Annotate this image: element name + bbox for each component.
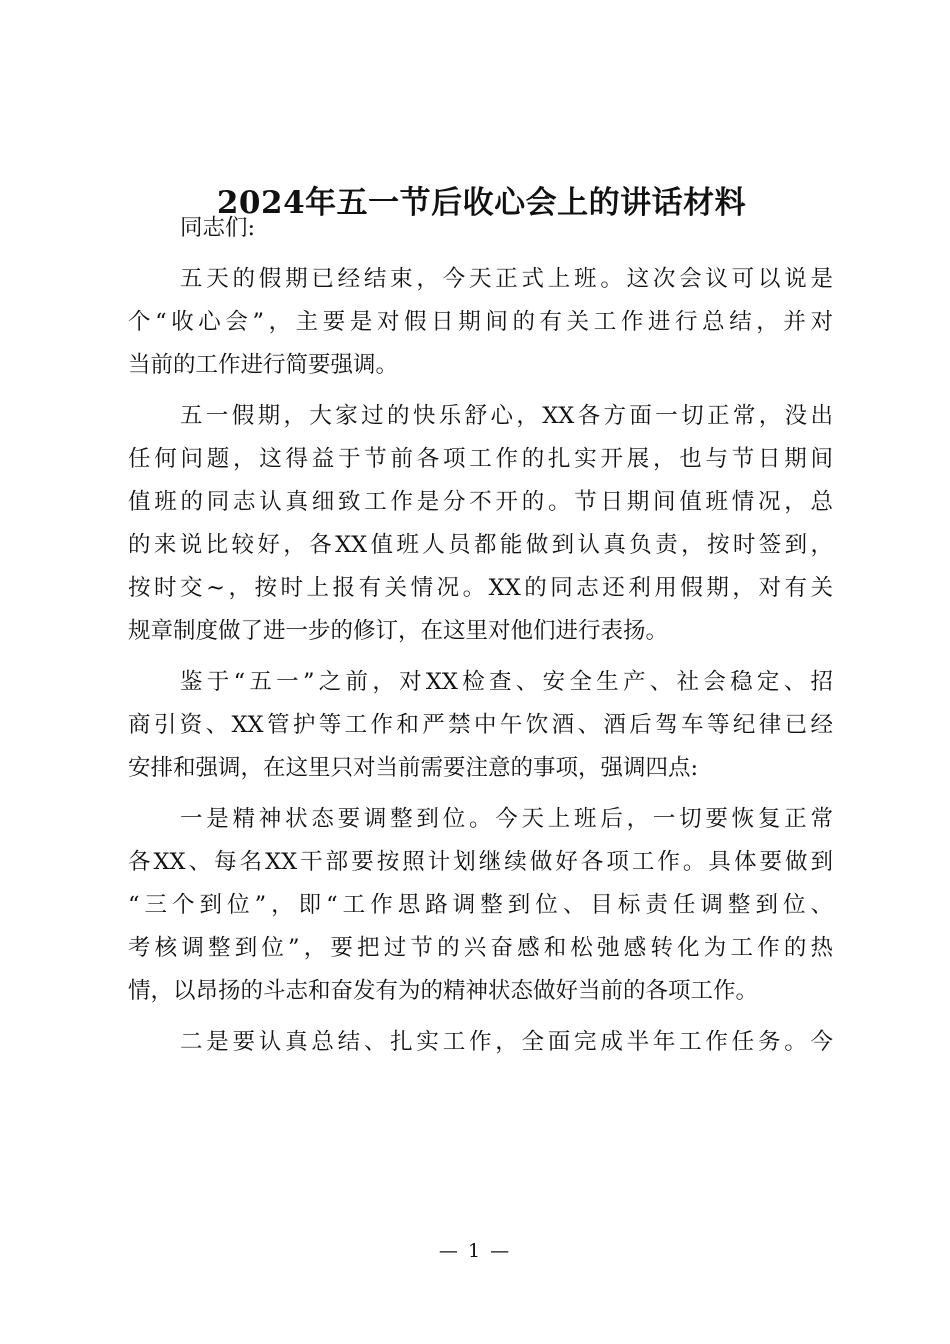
text-line: “三个到位”，即“工作思路调整到位、目标责任调整到位、 bbox=[128, 892, 833, 918]
text-line: 五天的假期已经结束，今天正式上班。这次会议可以说是 bbox=[180, 266, 833, 292]
text-line: 各XX、每名XX干部要按照计划继续做好各项工作。具体要做到 bbox=[128, 849, 833, 875]
document-body bbox=[128, 207, 833, 1072]
paragraph bbox=[128, 258, 833, 387]
text-line: 同志们: bbox=[180, 215, 256, 241]
paragraph bbox=[128, 661, 833, 790]
text-line: 的来说比较好，各XX值班人员都能做到认真负责，按时签到， bbox=[128, 532, 833, 558]
text-line: 当前的工作进行简要强调。 bbox=[128, 352, 399, 378]
paragraph bbox=[128, 207, 833, 250]
text-line: 情，以昂扬的斗志和奋发有为的精神状态做好当前的各项工作。 bbox=[128, 978, 759, 1004]
text-line: 二是要认真总结、扎实工作，全面完成半年工作任务。今 bbox=[180, 1029, 833, 1055]
text-line: 值班的同志认真细致工作是分不开的。节日期间值班情况，总 bbox=[128, 489, 833, 515]
paragraph bbox=[128, 395, 833, 653]
text-line: 个“收心会”，主要是对假日期间的有关工作进行总结，并对 bbox=[128, 309, 833, 335]
text-line: 按时交~，按时上报有关情况。XX的同志还利用假期，对有关 bbox=[128, 575, 833, 601]
text-line: 安排和强调，在这里只对当前需要注意的事项，强调四点: bbox=[128, 755, 699, 781]
text-line: 五一假期，大家过的快乐舒心，XX各方面一切正常，没出 bbox=[180, 403, 833, 429]
paragraph bbox=[128, 1021, 833, 1064]
document-title: 2024年五一节后收心会上的讲话材料 bbox=[216, 185, 747, 221]
text-line: 考核调整到位”，要把过节的兴奋感和松弛感转化为工作的热 bbox=[128, 935, 833, 961]
text-line: 规章制度做了进一步的修订，在这里对他们进行表扬。 bbox=[128, 618, 669, 644]
page-number: — 1 — bbox=[438, 1240, 512, 1262]
text-line: 商引资、XX管护等工作和严禁中午饮酒、酒后驾车等纪律已经 bbox=[128, 712, 833, 738]
text-line: 一是精神状态要调整到位。今天上班后，一切要恢复正常 bbox=[180, 806, 833, 832]
paragraph bbox=[128, 798, 833, 1013]
text-line: 鉴于“五一”之前，对XX检查、安全生产、社会稳定、招 bbox=[180, 669, 833, 695]
text-line: 任何问题，这得益于节前各项工作的扎实开展，也与节日期间 bbox=[128, 446, 833, 472]
